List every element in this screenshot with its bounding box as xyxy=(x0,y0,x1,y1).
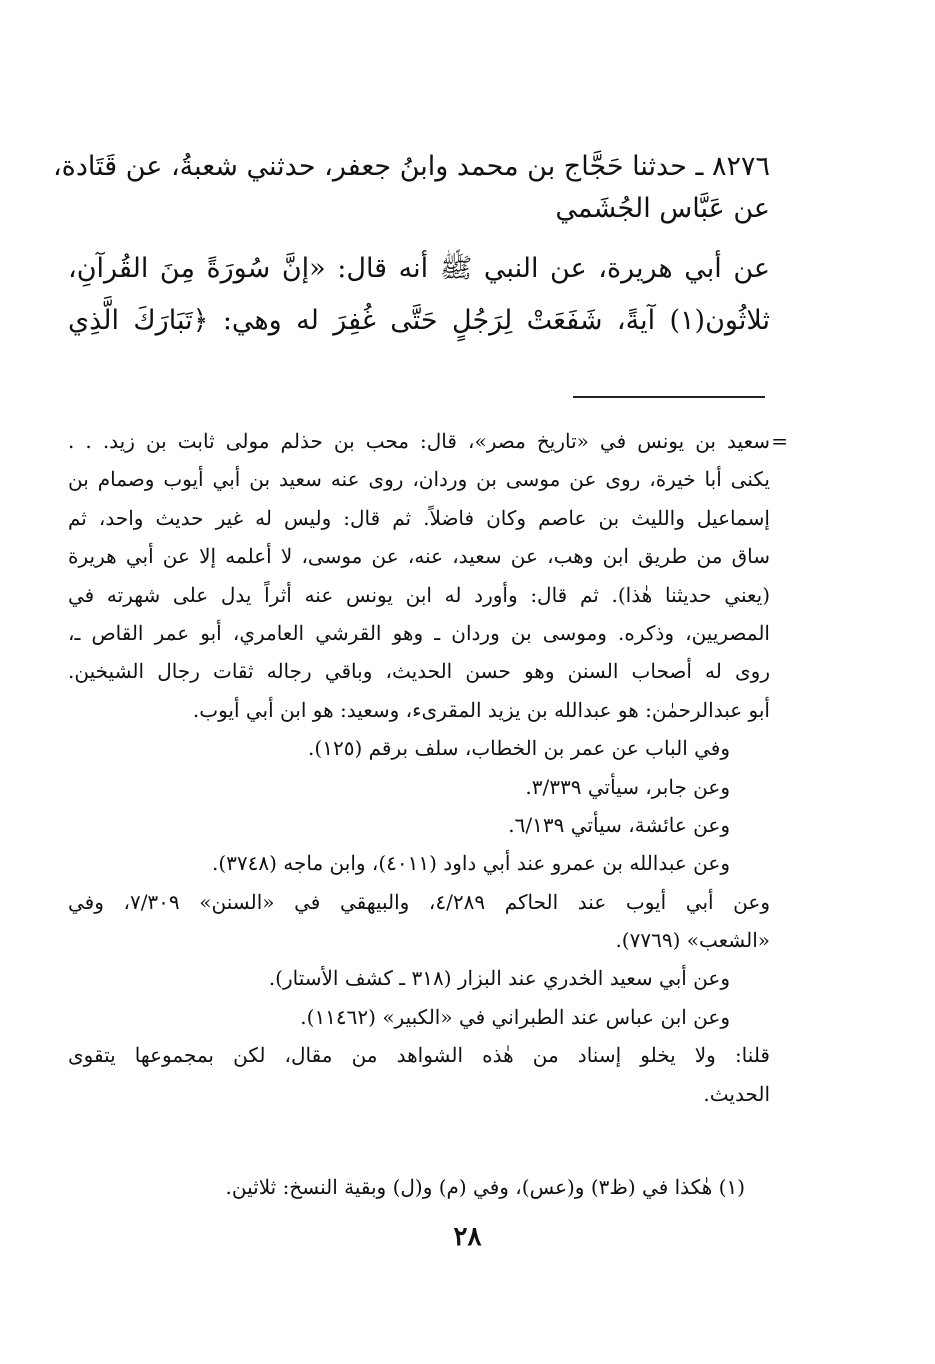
note-line: يكنى أبا خيرة، روى عن موسى بن وردان، روى عنه سعيد بن أبي أيوب وصمام بن xyxy=(68,467,770,492)
note-line: «الشعب» (٧٧٦٩). xyxy=(615,928,770,953)
note-line: وعن أبي أيوب عند الحاكم ٤/٢٨٩، والبيهقي في «السنن» ٧/٣٠٩، وفي xyxy=(68,889,770,914)
note-line: المصريين، وذكره. وموسى بن وردان ـ وهو القرشي العامري، أبو عمر القاص ـ، xyxy=(68,620,770,645)
hadith-line-3: عن أبي هريرة، عن النبي ﷺ أنه قال: «إنَّ سُورَةً مِنَ القُرآنِ، xyxy=(68,253,770,284)
note-line-text: سعيد بن يونس في «تاريخ مصر»، قال: محب بن حذلم مولى ثابت بن زيد. . . xyxy=(68,429,770,453)
note-line: أبو عبدالرحمٰن: هو عبدالله بن يزيد المقرىء، وسعيد: هو ابن أبي أيوب. xyxy=(192,697,770,722)
note-line: وعن عبدالله بن عمرو عند أبي داود (٤٠١١)، وابن ماجه (٣٧٤٨). xyxy=(212,851,730,876)
note-line: ساق من طريق ابن وهب، عن سعيد، عنه، عن موسى، لا أعلمه إلا عن أبي هريرة xyxy=(68,544,770,569)
note-line: وعن ابن عباس عند الطبراني في «الكبير» (١١٤٦٢). xyxy=(300,1004,730,1029)
note-line xyxy=(68,422,788,460)
hadith-line-1: ٨٢٧٦ ـ حدثنا حَجَّاج بن محمد وابنُ جعفر، حدثني شعبةُ، عن قَتَادة، xyxy=(52,151,770,182)
hadith-text xyxy=(52,138,770,344)
note-line: وعن عائشة، سيأتي ٦/١٣٩. xyxy=(508,812,730,837)
continuation-mark: = xyxy=(771,429,788,453)
hadith-line-4: ثلاثُون(١) آيةً، شَفَعَتْ لِرَجُلٍ حَتَّى غُفِرَ له وهي: ﴿تَبَارَكَ الَّذِي xyxy=(68,305,770,336)
hadith-line-2: عن عَبَّاس الجُشَمي xyxy=(555,193,770,224)
note-line: وفي الباب عن عمر بن الخطاب، سلف برقم (١٢٥). xyxy=(308,736,730,761)
note-line: وعن جابر، سيأتي ٣/٣٣٩. xyxy=(525,774,730,799)
note-line: وعن أبي سعيد الخدري عند البزار (٣١٨ ـ كشف الأستار). xyxy=(268,966,730,991)
footnote-separator xyxy=(573,396,765,398)
note-line: الحديث. xyxy=(703,1081,770,1106)
commentary-notes xyxy=(68,422,788,1113)
footnote: (١) هٰكذا في (ظ٣) و(عس)، وفي (م) و(ل) وبقية النسخ: ثلاثين. xyxy=(225,1175,745,1199)
note-line: إسماعيل والليث بن عاصم وكان فاضلاً. ثم قال: وليس له غير حديث واحد، ثم xyxy=(68,505,770,530)
note-line: قلنا: ولا يخلو إسناد من هٰذه الشواهد من مقال، لكن بمجموعها يتقوى xyxy=(68,1043,770,1068)
note-line: روى له أصحاب السنن وهو حسن الحديث، وباقي رجاله ثقات رجال الشيخين. xyxy=(68,659,770,684)
note-line: (يعني حديثنا هٰذا). ثم قال: وأورد له ابن يونس عنه أثراً يدل على شهرته في xyxy=(68,582,770,607)
page-number: ٢٨ xyxy=(453,1222,482,1252)
